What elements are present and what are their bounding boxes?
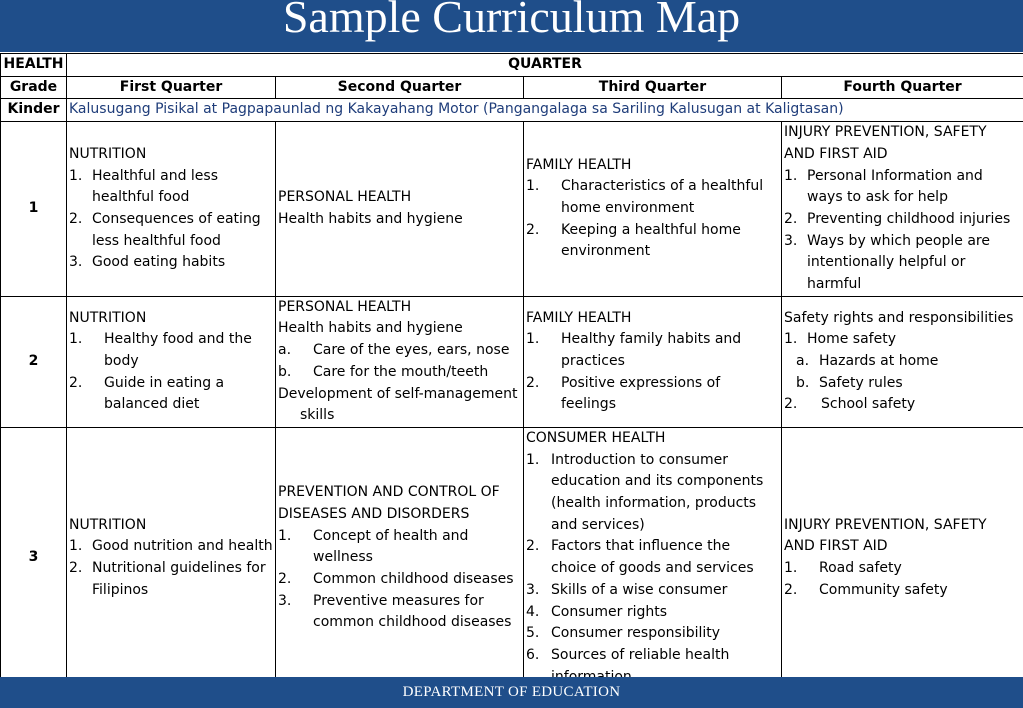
- grade-2-label: 2: [1, 296, 67, 427]
- quarter-4-header: Fourth Quarter: [782, 76, 1023, 99]
- topic-line: Health habits and hygiene: [278, 210, 463, 227]
- list-item: 2. Common childhood diseases: [278, 571, 514, 588]
- quarter-3-header: Third Quarter: [524, 76, 782, 99]
- quarter-2-header: Second Quarter: [276, 76, 524, 99]
- page-title: Sample Curriculum Map: [282, 0, 741, 42]
- grade-kinder: Kinder: [1, 99, 67, 122]
- list-item: a. Hazards at home: [796, 352, 939, 369]
- kinder-content: Kalusugang Pisikal at Pagpapaunlad ng Kakayahang Motor (Pangangalaga sa Sariling Kalusugan at Kaligtasan): [67, 99, 1023, 122]
- list-item: 3. Ways by which people are intentionally helpful or harmful: [784, 232, 990, 293]
- topic-heading: FAMILY HEALTH: [526, 156, 632, 173]
- list-item: 1. Healthy food and the body: [69, 331, 252, 369]
- subject-label: HEALTH: [1, 54, 67, 77]
- list-item: 1. Good nutrition and health: [69, 538, 273, 555]
- list-item: 2. Preventing childhood injuries: [784, 210, 1011, 227]
- grade-3-q2: [276, 427, 524, 688]
- topic-heading: NUTRITION: [69, 309, 147, 326]
- list-item: b. Safety rules: [796, 374, 903, 391]
- list-item: 1. Concept of health and wellness: [278, 527, 469, 566]
- list-item: a. Care of the eyes, ears, nose: [278, 342, 510, 359]
- list-item: 2. Nutritional guidelines for Filipinos: [69, 560, 266, 598]
- topic-heading: INJURY PREVENTION, SAFETY AND FIRST AID: [784, 516, 987, 555]
- curriculum-table: [0, 53, 1023, 689]
- topic-heading: INJURY PREVENTION, SAFETY AND FIRST AID: [784, 124, 987, 162]
- topic-heading: NUTRITION: [69, 145, 147, 162]
- grade-1-q2: [276, 122, 524, 297]
- list-item: 3. Preventive measures for common childhood diseases: [278, 592, 512, 631]
- topic-heading: NUTRITION: [69, 516, 147, 533]
- grade-2-q3: [524, 296, 782, 427]
- grade-3-q4: [782, 427, 1023, 688]
- list-item: 2. Community safety: [784, 581, 948, 598]
- list-item: 2. Guide in eating a balanced diet: [69, 374, 225, 413]
- list-item: b. Care for the mouth/teeth: [278, 363, 489, 380]
- topic-line: Development of self-management skills: [278, 385, 518, 424]
- list-item: 1. Healthful and less healthful food: [69, 167, 218, 206]
- topic-heading: PERSONAL HEALTH: [278, 189, 412, 206]
- footer-bar: [0, 677, 1023, 708]
- grade-1-row: [1, 122, 1023, 297]
- grade-1-q1: [67, 122, 276, 297]
- grade-3-q3: [524, 427, 782, 688]
- grade-3-row: [1, 427, 1023, 688]
- list-item: 5. Consumer responsibility: [526, 625, 721, 642]
- footer-label: DEPARTMENT OF EDUCATION: [402, 684, 621, 700]
- list-item: 6. Sources of reliable health: [526, 646, 730, 663]
- list-item: 2. School safety: [784, 396, 916, 413]
- topic-heading: Safety rights and responsibilities: [784, 309, 1014, 326]
- grade-2-q4: [782, 296, 1023, 427]
- topic-line: Health habits and hygiene: [278, 320, 463, 337]
- topic-heading: CONSUMER HEALTH: [526, 429, 666, 446]
- list-item: 1. Healthy family habits and practices: [526, 331, 742, 369]
- header-row-quarter: [1, 54, 1023, 77]
- quarter-1-header: First Quarter: [67, 76, 276, 99]
- list-item: 1. Personal Information and ways to ask for help: [784, 167, 983, 206]
- topic-heading: FAMILY HEALTH: [526, 309, 632, 326]
- grade-2-q2: [276, 296, 524, 427]
- grade-2-row: [1, 296, 1023, 427]
- topic-heading: PREVENTION AND CONTROL OF DISEASES AND DISORDERS: [278, 484, 500, 522]
- kinder-row: [1, 99, 1023, 122]
- grade-header: Grade: [1, 76, 67, 99]
- list-item: 1. Road safety: [784, 560, 902, 577]
- list-item: 2. Factors that influence the choice of goods and services: [526, 538, 754, 577]
- list-item: 2. Keeping a healthful home environment: [526, 221, 741, 260]
- grade-3-label: 3: [1, 427, 67, 688]
- grade-3-q1: [67, 427, 276, 688]
- grade-1-label: 1: [1, 122, 67, 297]
- list-item: 3. Good eating habits: [69, 254, 226, 271]
- list-item: 2. Consequences of eating less healthful food: [69, 210, 261, 249]
- grade-2-q1: [67, 296, 276, 427]
- list-item: 4. Consumer rights: [526, 603, 668, 620]
- title-bar: [0, 0, 1023, 52]
- header-row-quarters: [1, 76, 1023, 99]
- list-item: 1. Introduction to consumer education and its components (health information, products and services): [526, 451, 764, 533]
- list-item: 3. Skills of a wise consumer: [526, 581, 728, 598]
- quarter-header: QUARTER: [67, 54, 1023, 77]
- list-item: 1. Home safety: [784, 331, 896, 348]
- grade-1-q4: [782, 122, 1023, 297]
- grade-1-q3: [524, 122, 782, 297]
- topic-heading: PERSONAL HEALTH: [278, 298, 412, 315]
- list-item: 2. Positive expressions of feelings: [526, 374, 721, 413]
- list-item: 1. Characteristics of a healthful home environment: [526, 178, 764, 217]
